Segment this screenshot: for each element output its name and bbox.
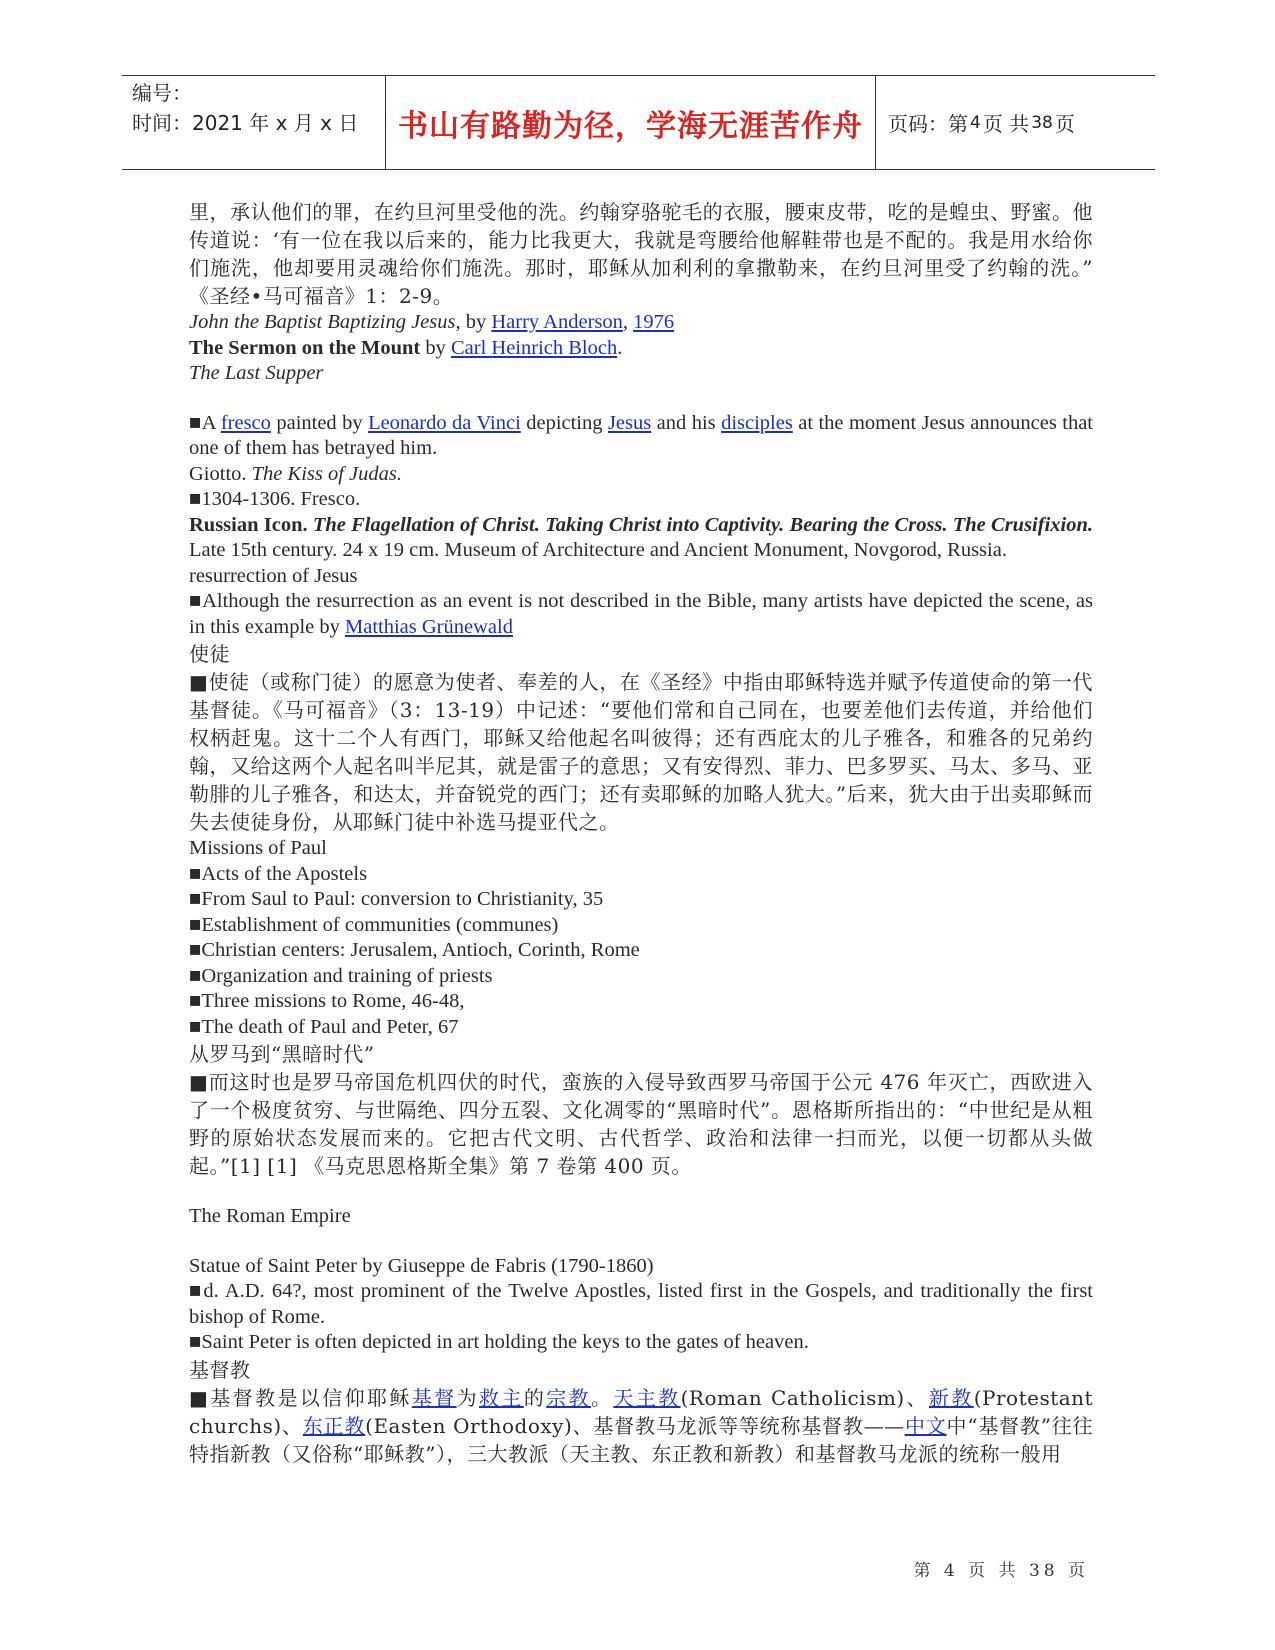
paragraph-peter-2: ■Saint Peter is often depicted in art holding the keys to the gates of heaven. <box>189 1331 809 1353</box>
icon-title: The Flagellation of Christ. Taking Christ into Captivity. Bearing the Cross. The Crusifixion. <box>312 513 1093 536</box>
header-page-info <box>876 76 1155 169</box>
link-disciples[interactable]: disciples <box>721 411 793 434</box>
paragraph-resurrection <box>189 589 1093 640</box>
list-item: ■The death of Paul and Peter, 67 <box>189 1015 459 1038</box>
list-item: ■Acts of the Apostels <box>189 862 368 885</box>
link-zongjiao[interactable]: 宗教 <box>546 1385 592 1410</box>
heading-dark-ages: 从罗马到“黑暗时代” <box>189 1042 375 1066</box>
link-jiuzhu[interactable]: 救主 <box>479 1385 524 1410</box>
page-prefix: 页码：第 <box>888 112 968 136</box>
link-zhongwen[interactable]: 中文 <box>904 1413 947 1438</box>
link-grunewald[interactable]: Matthias Grünewald <box>345 615 513 638</box>
text: 中“基督教”往往特指新教（又俗称“耶稣教”），三大教派（天主教、东正教和新教）和基督教马龙派的统称一般用 <box>189 1413 1094 1466</box>
link-xinjiao[interactable]: 新教 <box>928 1385 974 1410</box>
text: (Protestant churchs)、 <box>189 1385 1094 1438</box>
caption-sermon <box>189 336 1093 362</box>
heading-missions: Missions of Paul <box>189 837 327 859</box>
caption-giotto <box>189 462 1093 488</box>
text: 。 <box>591 1385 614 1410</box>
caption-statue: Statue of Saint Peter by Giuseppe de Fabris (1790-1860) <box>189 1254 654 1277</box>
header-motto-cell <box>386 76 876 169</box>
baptist-title: John the Baptist Baptizing Jesus <box>189 311 456 333</box>
list-item: ■Organization and training of priests <box>189 964 493 987</box>
spacer <box>189 1230 1093 1254</box>
paragraph-dark-ages: ■而这时也是罗马帝国危机四伏的时代，蛮族的入侵导致西罗马帝国于公元 476 年灭亡，西欧进入了一个极度贫穷、与世隔绝、四分五裂、文化凋零的“黑暗时代”。恩格斯所指出的：“中世纪是从粗野的原始状态发展而来的。它把古代文明、古代哲学、政治和法律一扫而光，以便一切都从头做起。”[1] [1] 《马克思恩格斯全集》第 7 卷第 400 页。 <box>189 1070 1093 1178</box>
text-dot: . <box>617 336 623 359</box>
link-jidu[interactable]: 基督 <box>411 1385 457 1410</box>
list-item: ■From Saul to Paul: conversion to Christianity, 35 <box>189 888 604 910</box>
page-footer: 第 4 页 共 38 页 <box>913 1561 1089 1581</box>
spacer <box>189 387 1093 411</box>
text: painted by <box>270 411 369 434</box>
text: and his <box>651 411 722 434</box>
link-fresco[interactable]: fresco <box>220 411 271 434</box>
text: 为 <box>456 1385 480 1410</box>
text: Giotto. <box>189 462 252 485</box>
caption-baptist <box>189 310 1093 336</box>
paragraph-apostles: ■使徒（或称门徒）的愿意为使者、奉差的人，在《圣经》中指由耶稣特选并赋予传道使命的第一代基督徒。《马可福音》（3：13-19）中记述：“要他们常和自己同在，也要差他们去传道，并给他们权柄赶鬼。这十二个人有西门，耶稣又给他起名叫彼得；还有西庇太的儿子雅各，和雅各的兄弟约翰，又给这两个人起名叫半尼其，就是雷子的意思；又有安得烈、菲力、巴多罗买、马太、多马、亚勒腓的儿子雅各，和达太，并奋锐党的西门；还有卖耶稣的加略人犹大。”后来，犹大由于出卖耶稣而失去使徒身份，从耶稣门徒中补选马提亚代之。 <box>189 670 1093 834</box>
paragraph-fresco <box>189 411 1093 462</box>
text-by: by <box>420 336 451 359</box>
text: 的 <box>523 1385 547 1410</box>
heading-apostles: 使徒 <box>189 642 230 666</box>
list-item: ■Three missions to Rome, 46-48, <box>189 990 465 1012</box>
header-meta <box>122 76 386 169</box>
heading-christianity: 基督教 <box>189 1357 251 1382</box>
paragraph-christianity <box>189 1384 1093 1468</box>
text: depicting <box>520 411 608 434</box>
link-1976[interactable]: 1976 <box>633 311 675 333</box>
caption-last-supper <box>189 361 1093 387</box>
link-leonardo[interactable]: Leonardo da Vinci <box>368 411 521 434</box>
document-body <box>189 198 1093 1468</box>
motto: 书山有路勤为径，学海无涯苦作舟 <box>398 108 863 144</box>
text-comma: , <box>622 311 634 333</box>
list-item: ■Establishment of communities (communes) <box>189 913 559 936</box>
sermon-title: The Sermon on the Mount <box>189 336 421 359</box>
kiss-title: The Kiss of Judas. <box>251 462 403 485</box>
serial-label: 编号： <box>132 81 192 105</box>
link-tianzhujiao[interactable]: 天主教 <box>613 1385 681 1410</box>
paragraph-russian-icon <box>189 513 1093 564</box>
text: ■Although the resurrection as an event is not described in the Bible, many artists have depicted the scene, as in this example by <box>189 590 1093 638</box>
link-carl-bloch[interactable]: Carl Heinrich Bloch <box>450 336 618 359</box>
page-suffix: 页 <box>1054 112 1075 136</box>
heading-roman-empire: The Roman Empire <box>189 1205 351 1227</box>
paragraph-baptism: 里，承认他们的罪，在约旦河里受他的洗。约翰穿骆驼毛的衣服，腰束皮带，吃的是蝗虫、野蜜。他传道说：‘有一位在我以后来的，能力比我更大，我就是弯腰给他解鞋带也是不配的。我是用水给你们施洗，他却要用灵魂给你们施洗。那时，耶稣从加利利的拿撒勒来，在约旦河里受了约翰的洗。” 《圣经•马可福音》1：2-9。 <box>189 200 1093 308</box>
time-label: 时间：2021 年 x 月 x 日 <box>132 111 359 135</box>
spacer <box>189 1180 1093 1204</box>
page-total: 38 <box>1031 112 1053 133</box>
last-supper-title: The Last Supper <box>189 362 324 384</box>
heading-resurrection: resurrection of Jesus <box>189 564 358 587</box>
text: Late 15th century. 24 x 19 cm. Museum of Architecture and Ancient Monument, Novgorod, Russia. <box>189 539 1007 561</box>
link-jesus[interactable]: Jesus <box>607 411 652 434</box>
page-number: 4 <box>970 112 981 133</box>
text-by: , by <box>455 311 492 333</box>
text: ■A <box>189 411 221 434</box>
link-harry-anderson[interactable]: Harry Anderson <box>491 311 623 333</box>
page-mid: 页 共 <box>982 112 1030 136</box>
text: ■基督教是以信仰耶稣 <box>189 1385 412 1410</box>
list-item: ■Christian centers: Jerusalem, Antioch, Corinth, Rome <box>189 939 640 961</box>
text: (Roman Catholicism)、 <box>680 1385 929 1410</box>
giotto-date: ■1304-1306. Fresco. <box>189 488 361 510</box>
text: (Easten Orthodoxy)、基督教马龙派等等统称基督教—— <box>365 1413 905 1438</box>
icon-label: Russian Icon. <box>189 513 313 536</box>
page-header <box>122 75 1155 170</box>
link-dongzhengjiao[interactable]: 东正教 <box>302 1413 366 1438</box>
paragraph-peter-1: ■d. A.D. 64?, most prominent of the Twelve Apostles, listed first in the Gospels, and traditionally the first bishop of Rome. <box>189 1280 1093 1328</box>
text: at the moment Jesus announces that one of them has betrayed him. <box>189 411 1093 459</box>
